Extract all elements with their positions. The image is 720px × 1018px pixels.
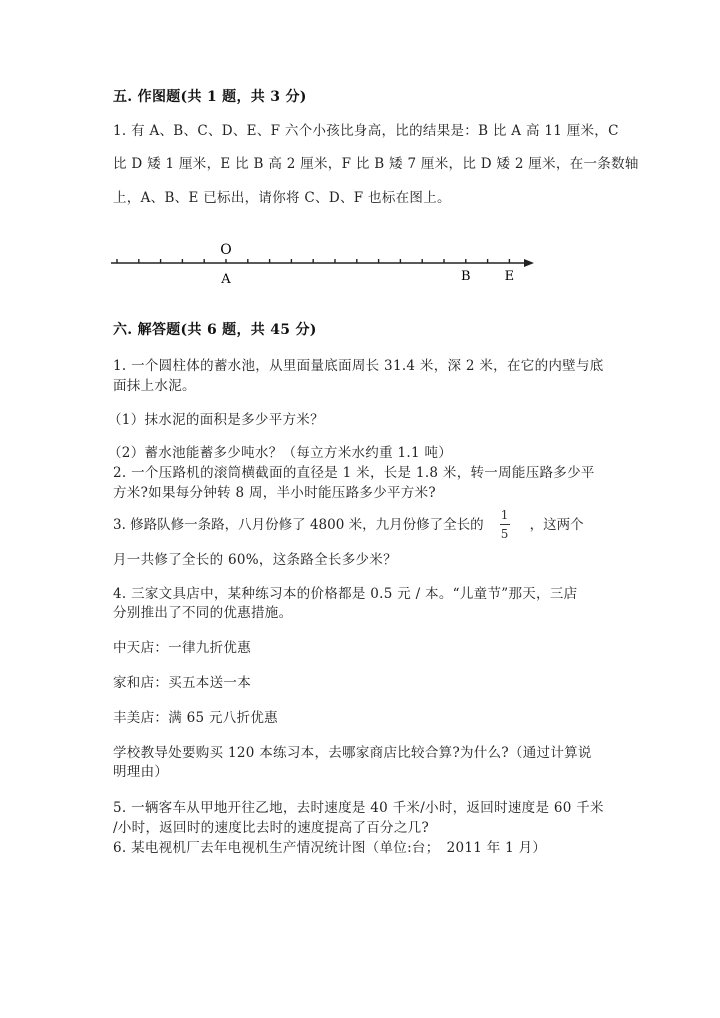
s6-q1-sub1: （1）抹水泥的面积是多少平方米？ (108, 412, 324, 428)
fraction-one-fifth (498, 508, 512, 541)
s6-q5-line-2: /小时，返回时的速度比去时的速度提高了百分之几? (113, 820, 429, 836)
s5-q1-line-1: 1. 有 A、B、C、D、E、F 六个小孩比身高，比的结果是：B 比 A 高 11 厘米，C (113, 123, 619, 139)
number-line-label-e: E (504, 269, 515, 284)
s6-q2-line-1: 2. 一个压路机的滚筒横截面的直径是 1 米，长是 1.8 米，转一周能压路多少平 (113, 465, 595, 481)
number-line-arrow-icon (524, 259, 534, 267)
s6-q1-sub2: （2）蓄水池能蓄多少吨水？（每立方米水约重 1.1 吨） (108, 445, 453, 461)
s6-q4-shop-2: 家和店：买五本送一本 (113, 675, 251, 691)
s6-q4-line-2: 分别推出了不同的优惠措施。 (113, 605, 293, 621)
s6-q3-line-1-end: ，这两个 (529, 516, 584, 533)
section-6-heading: 六. 解答题(共 6 题，共 45 分) (113, 322, 317, 338)
fraction-bar (500, 524, 510, 525)
s6-q2-line-2: 方米?如果每分钟转 8 周，半小时能压路多少平方米? (113, 485, 436, 501)
s6-q1-line-2: 面抹上水泥。 (113, 378, 196, 394)
number-line (0, 0, 720, 300)
s6-q4-line-1: 4. 三家文具店中，某种练习本的价格都是 0.5 元 / 本。“儿童节”那天，三店 (113, 586, 578, 602)
fraction-numerator: 1 (500, 508, 509, 522)
s5-q1-line-2: 比 D 矮 1 厘米，E 比 B 高 2 厘米，F 比 B 矮 7 厘米，比 D 矮 2 厘米，在一条数轴 (113, 156, 639, 172)
s6-q4-shop-3: 丰美店：满 65 元八折优惠 (113, 710, 278, 726)
s6-q1-line-1: 1. 一个圆柱体的蓄水池，从里面量底面周长 31.4 米，深 2 米，在它的内壁与底 (113, 358, 604, 374)
number-line-label-b: B (461, 269, 471, 284)
s6-q4-question-1: 学校教导处要购买 120 本练习本，去哪家商店比较合算?为什么?（通过计算说 (113, 745, 592, 761)
s6-q4-shop-1: 中天店：一律九折优惠 (113, 640, 251, 656)
section-5-heading: 五. 作图题(共 1 题，共 3 分) (113, 89, 307, 105)
s6-q3-line-2: 月一共修了全长的 60%，这条路全长多少米？ (113, 552, 397, 568)
fraction-denominator: 5 (500, 527, 509, 541)
number-line-origin-label: O (220, 242, 232, 258)
s6-q5-line-1: 5. 一辆客车从甲地开往乙地，去时速度是 40 千米/小时，返回时速度是 60 千米 (113, 800, 604, 816)
s6-q3-line-1: 3. 修路队修一条路，八月份修了 4800 米，九月份修了全长的 (113, 516, 484, 533)
number-line-label-a: A (221, 272, 231, 287)
s6-q4-question-2: 明理由） (113, 764, 169, 780)
s5-q1-line-3: 上，A、B、E 已标出，请你将 C、D、F 也标在图上。 (113, 190, 451, 206)
s6-q6-line: 6. 某电视机厂去年电视机生产情况统计图（单位:台； 2011 年 1 月） (113, 840, 547, 856)
s6-q3-line-1-row (113, 508, 584, 541)
